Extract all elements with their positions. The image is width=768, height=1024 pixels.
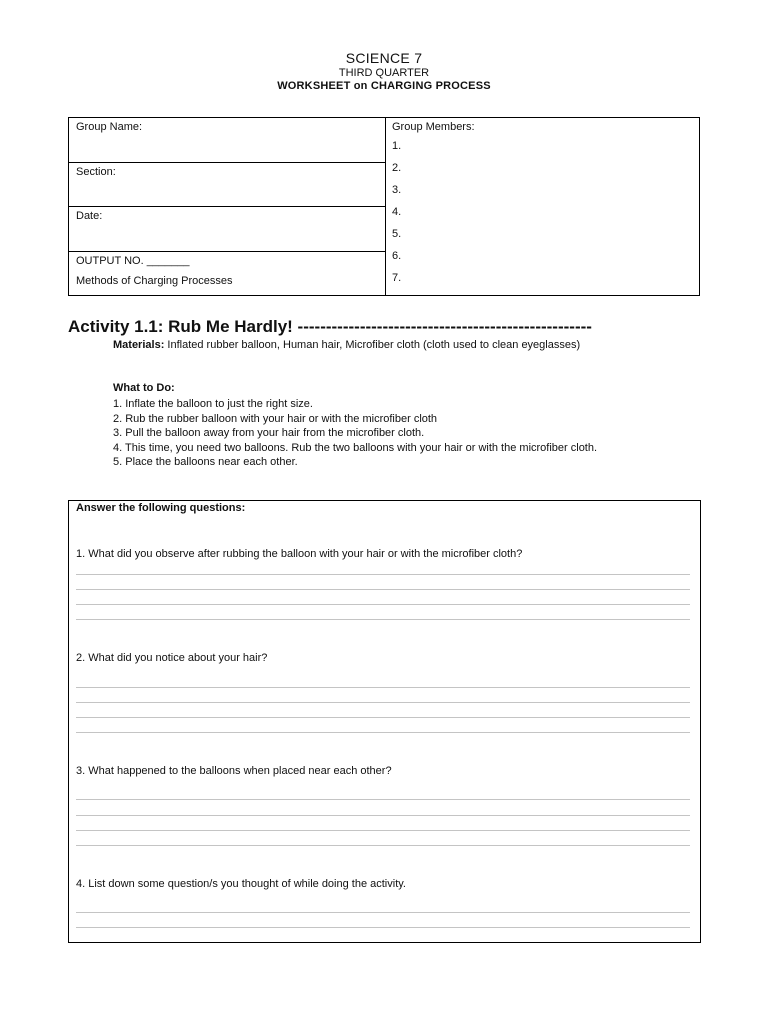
member-line: 3. — [392, 184, 402, 196]
answer-line[interactable] — [76, 927, 690, 928]
group-members-list — [392, 140, 401, 294]
answer-line[interactable] — [76, 717, 690, 718]
answer-line[interactable] — [76, 687, 690, 688]
member-line: 6. — [392, 250, 402, 262]
section-cell[interactable] — [69, 163, 385, 207]
question-2: 2. What did you notice about your hair? — [76, 652, 268, 664]
member-line: 2. — [392, 162, 402, 174]
output-number-label: OUTPUT NO. _______ — [76, 255, 190, 267]
member-line: 5. — [392, 228, 402, 240]
materials-text: Inflated rubber balloon, Human hair, Microfiber cloth (cloth used to clean eyeglasses) — [164, 339, 581, 351]
worksheet-title: WORKSHEET on CHARGING PROCESS — [277, 80, 491, 92]
answer-line[interactable] — [76, 912, 690, 913]
answer-line[interactable] — [76, 732, 690, 733]
answer-line[interactable] — [76, 574, 690, 575]
group-info-left-column — [69, 118, 386, 295]
answer-line[interactable] — [76, 589, 690, 590]
group-name-label: Group Name: — [76, 121, 143, 133]
answer-line[interactable] — [76, 830, 690, 831]
question-1: 1. What did you observe after rubbing the balloon with your hair or with the microfiber cloth? — [76, 548, 523, 560]
activity-title: Activity 1.1: Rub Me Hardly! ---------------------------------------------------- — [68, 317, 592, 336]
date-cell[interactable] — [69, 207, 385, 252]
answer-box — [68, 500, 701, 943]
group-name-cell[interactable] — [69, 118, 385, 163]
step-item: 3. Pull the balloon away from your hair from the microfiber cloth. — [113, 427, 425, 440]
question-4: 4. List down some question/s you thought of while doing the activity. — [76, 878, 406, 890]
step-item: 4. This time, you need two balloons. Rub the two balloons with your hair or with the microfiber cloth. — [113, 441, 598, 454]
answer-line[interactable] — [76, 619, 690, 620]
answer-line[interactable] — [76, 815, 690, 816]
member-line: 7. — [392, 272, 402, 284]
worksheet-subject-title: SCIENCE 7 — [345, 50, 423, 66]
output-cell[interactable] — [69, 252, 385, 295]
group-members-label: Group Members: — [392, 121, 475, 133]
answer-line[interactable] — [76, 604, 690, 605]
answer-line[interactable] — [76, 702, 690, 703]
question-3: 3. What happened to the balloons when placed near each other? — [76, 765, 392, 777]
answer-line[interactable] — [76, 845, 690, 846]
methods-label: Methods of Charging Processes — [76, 275, 233, 287]
section-label: Section: — [76, 166, 116, 178]
member-line: 1. — [392, 140, 402, 152]
date-label: Date: — [76, 210, 103, 222]
group-members-cell[interactable] — [386, 118, 699, 295]
answer-line[interactable] — [76, 799, 690, 800]
member-line: 4. — [392, 206, 402, 218]
materials-label: Materials: — [113, 339, 165, 351]
answer-heading: Answer the following questions: — [76, 502, 246, 514]
what-to-do-label: What to Do: — [113, 382, 175, 394]
step-item: 1. Inflate the balloon to just the right size. — [113, 398, 313, 410]
quarter-label: THIRD QUARTER — [338, 67, 430, 79]
step-item: 5. Place the balloons near each other. — [113, 456, 298, 469]
group-info-table — [68, 117, 700, 296]
step-item: 2. Rub the rubber balloon with your hair or with the microfiber cloth — [113, 412, 438, 425]
materials-paragraph — [113, 338, 633, 353]
steps-list — [113, 397, 633, 470]
